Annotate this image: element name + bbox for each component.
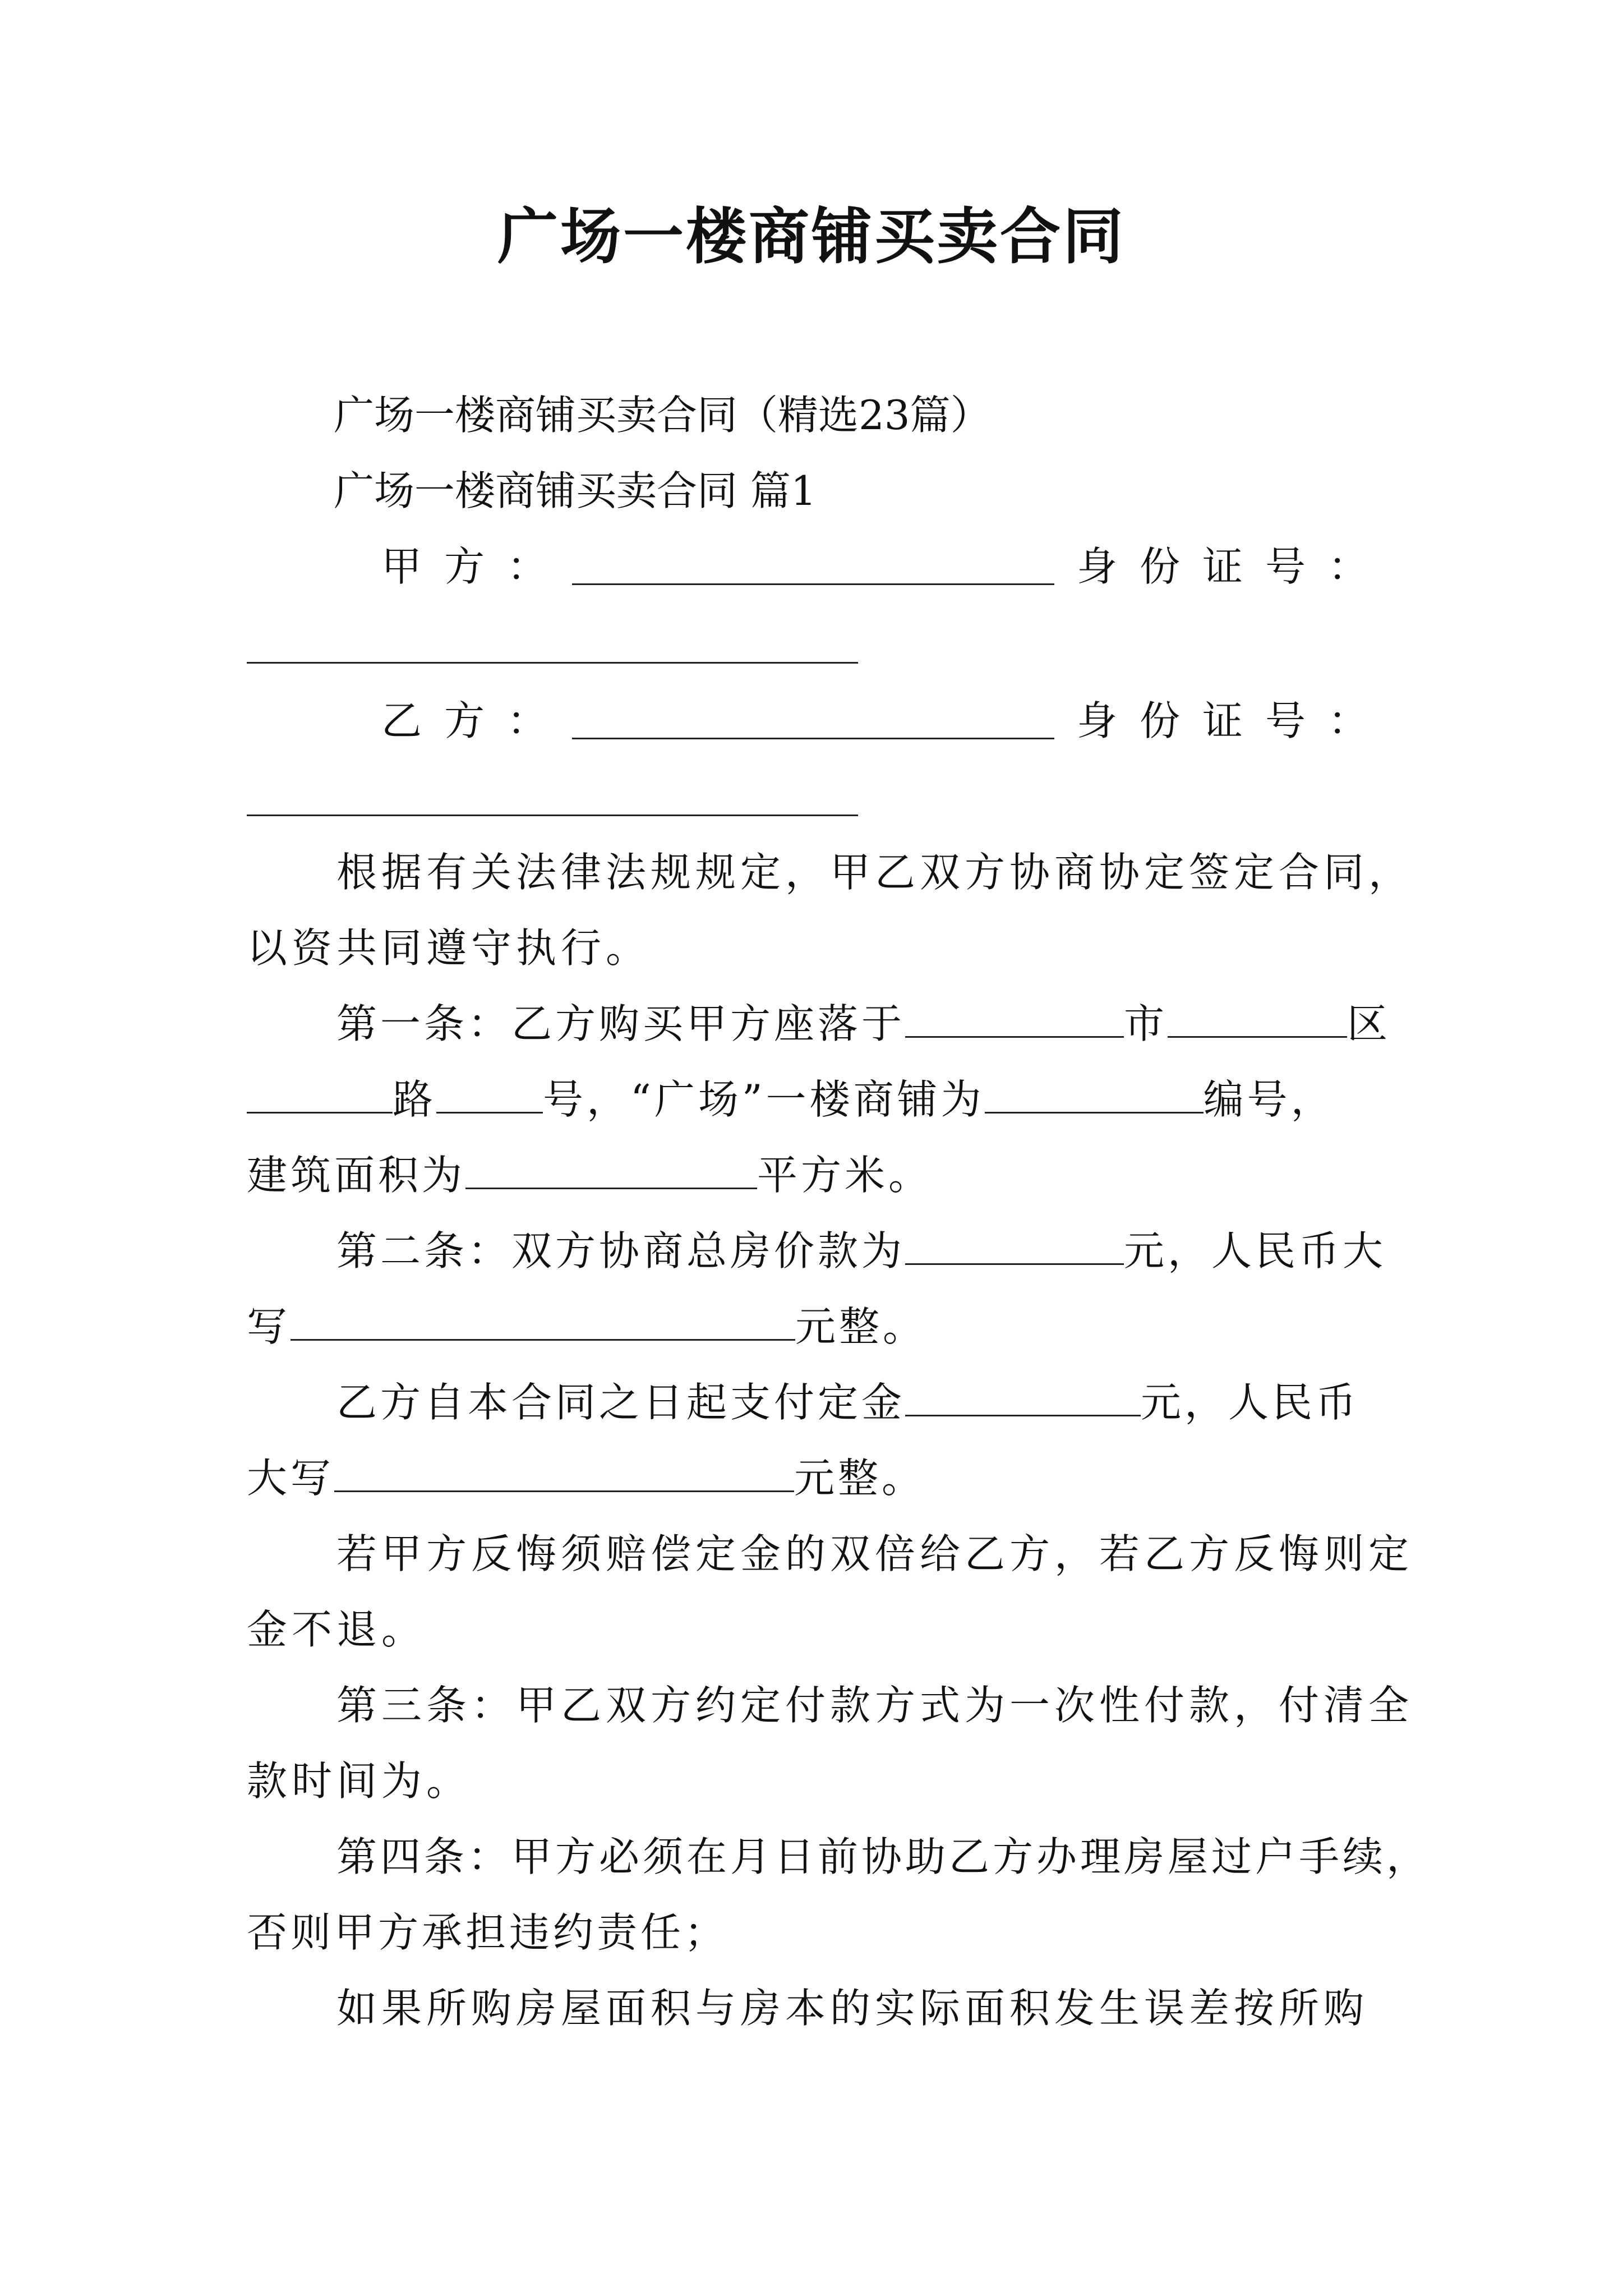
preamble-line-2: 以资共同遵守执行。 [247,924,651,972]
document-title: 广场一楼商铺买卖合同 [497,201,1126,272]
article-1-text-h: 平方米。 [757,1152,933,1199]
deposit-line-2 [247,1450,925,1506]
party-b-label: 乙方： [381,697,570,744]
deposit-text-d: 元整。 [794,1455,926,1502]
article-1-line-1 [336,996,1391,1052]
deposit-text-b: 元，人民币 [1141,1379,1360,1426]
article-1-text-c: 区 [1347,1000,1391,1047]
party-b-id-blank [247,815,858,816]
article-1-text-b: 市 [1124,1000,1168,1047]
deposit-blank [905,1375,1141,1416]
article-1-line-2 [247,1071,1335,1128]
article-2-text-a: 第二条：双方协商总房价款为 [336,1227,906,1274]
regret-line-2: 金不退。 [247,1606,427,1653]
document-subtitle: 广场一楼商铺买卖合同（精选23篇） [334,392,991,439]
article-2-line-2 [247,1299,926,1355]
party-b-name-blank [572,738,1054,739]
total-price-blank [905,1224,1124,1265]
deposit-text-a: 乙方自本合同之日起支付定金 [336,1379,906,1426]
road-blank [247,1073,393,1114]
article-3-line-2: 款时间为。 [247,1757,472,1805]
party-a-id-label: 身份证号： [1077,543,1391,590]
article-4-line-2: 否则甲方承担违约责任； [247,1909,728,1956]
section-heading: 广场一楼商铺买卖合同 篇1 [334,467,817,514]
article-2-text-d: 元整。 [795,1303,927,1350]
deposit-text-c: 大写 [247,1455,335,1502]
article-1-text-g: 建筑面积为 [247,1152,466,1199]
shop-number-blank [985,1073,1204,1114]
area-clause-line-1: 如果所购房屋面积与房本的实际面积发生误差按所购 [336,1985,1369,2032]
article-2-line-1 [336,1223,1386,1279]
article-1-text-f: 编号， [1203,1076,1335,1123]
article-4-line-1: 第四条：甲方必须在月日前协助乙方办理房屋过户手续， [336,1833,1431,1880]
total-price-words-blank [291,1300,795,1341]
party-b-id-label: 身份证号： [1077,697,1391,744]
article-1-text-a: 第一条：乙方购买甲方座落于 [336,1000,906,1047]
city-blank [905,997,1124,1038]
article-1-text-d: 路 [393,1076,437,1123]
party-a-label: 甲方： [381,543,570,590]
regret-line-1: 若甲方反悔须赔偿定金的双倍给乙方，若乙方反悔则定 [336,1530,1414,1577]
party-a-name-blank [572,583,1054,585]
article-1-text-e: 号，“广场”一楼商铺为 [543,1076,985,1123]
number-blank [436,1073,543,1114]
article-2-text-c: 写 [247,1303,291,1350]
preamble-line-1: 根据有关法律法规规定，甲乙双方协商协定签定合同， [336,849,1414,896]
area-blank [465,1148,757,1189]
article-3-line-1: 第三条：甲乙双方约定付款方式为一次性付款，付清全 [336,1682,1414,1729]
deposit-line-1 [336,1374,1359,1430]
district-blank [1168,997,1347,1038]
party-a-id-blank [247,662,858,664]
article-1-line-3 [247,1147,932,1203]
deposit-words-blank [334,1451,794,1492]
article-2-text-b: 元，人民币大 [1124,1227,1387,1274]
